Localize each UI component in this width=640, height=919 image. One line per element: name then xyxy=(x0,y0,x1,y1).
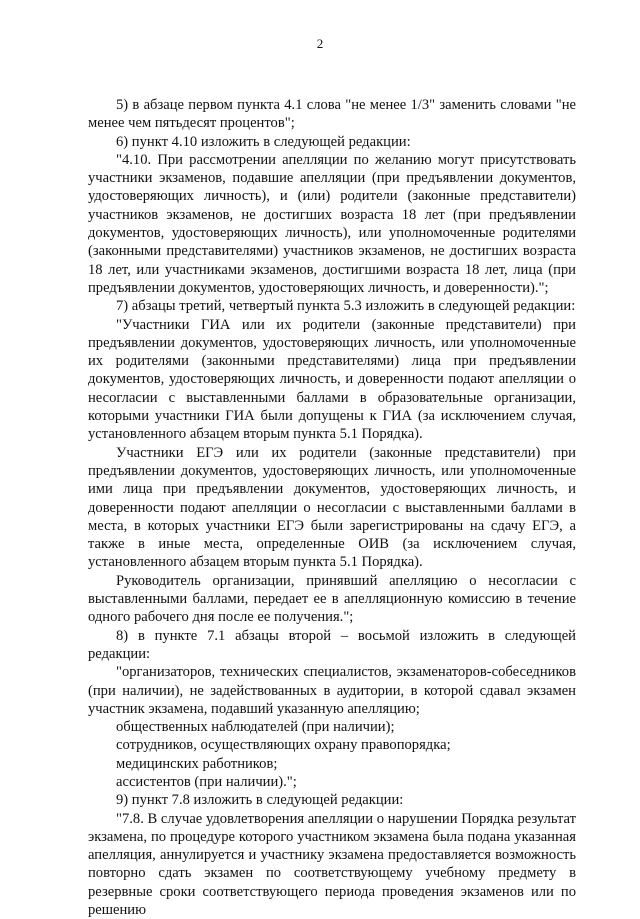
paragraph-item-9: 9) пункт 7.8 изложить в следующей редакции: xyxy=(116,792,404,809)
paragraph-observers: общественных наблюдателей (при наличии); xyxy=(116,719,395,736)
page-number: 2 xyxy=(316,36,324,51)
paragraph-assistants: ассистентов (при наличии)."; xyxy=(116,773,297,790)
paragraph-item-8: 8) в пункте 7.1 абзацы второй – восьмой изложить в следующей редакции: xyxy=(88,627,576,662)
document-body xyxy=(88,96,576,919)
paragraph-law-enforcement: сотрудников, осуществляющих охрану правопорядка; xyxy=(116,737,451,754)
paragraph-ege-appeal: Участники ЕГЭ или их родители (законные представители) при предъявлении документов, удостоверяющих личность, или уполномоченные ими лица при предъявлении документов, удостоверяющих личность, и доверенности подают апелляции о несогласии с выставленными баллами в места, в которых участники ЕГЭ были зарегистрированы на сдачу ЕГЭ, а также в иные места, определенные ОИВ (за исключением случая, установленного абзацем вторым пункта 5.1 Порядка). xyxy=(88,444,576,571)
paragraph-item-7: 7) абзацы третий, четвертый пункта 5.3 изложить в следующей редакции: xyxy=(116,298,576,315)
paragraph-7-8-text: "7.8. В случае удовлетворения апелляции о нарушении Порядка результат экзамена, по процедуре которого участником экзамена была подана указанная апелляция, аннулируется и участнику экзамена предоставляется возможность повторно сдать экзамен по соответствующему учебному предмету в резервные сроки соответствующего периода проведения экзаменов или по решению xyxy=(88,810,576,919)
paragraph-medical-staff: медицинских работников; xyxy=(116,755,278,772)
paragraph-gia-appeal: "Участники ГИА или их родители (законные представители) при предъявлении документов, удостоверяющих личность, или уполномоченные их родителями (законными представителями) лица при предъявлении документов, удостоверяющих личность, и доверенности подают апелляции о несогласии с выставленными баллами в образовательные организации, которыми участники ГИА были допущены к ГИА (за исключением случая, установленного абзацем вторым пункта 5.1 Порядка). xyxy=(88,316,576,443)
paragraph-organizers: "организаторов, технических специалистов, экзаменаторов-собеседников (при наличии), не задействованных в аудитории, в которой сдавал экзамен участник экзамена, подавший указанную апелляцию; xyxy=(88,664,576,717)
paragraph-item-6: 6) пункт 4.10 изложить в следующей редакции: xyxy=(116,133,411,150)
paragraph-4-10-text: "4.10. При рассмотрении апелляции по желанию могут присутствовать участники экзаменов, подавшие апелляции (при предъявлении документов, удостоверяющих личность), и (или) родители (законные представители) участников экзаменов, не достигших возраста 18 лет (при предъявлении документов, удостоверяющих личность), или уполномоченные родителями (законными представителями) участников экзаменов, не достигших возраста 18 лет, или участниками экзаменов, достигшими возраста 18 лет, лица (при предъявлении документов, удостоверяющих личность, и доверенности)."; xyxy=(88,151,576,296)
paragraph-item-5: 5) в абзаце первом пункта 4.1 слова "не менее 1/3" заменить словами "не менее чем пятьдесят процентов"; xyxy=(88,97,576,132)
paragraph-head-of-organization: Руководитель организации, принявший апелляцию о несогласии с выставленными баллами, передает ее в апелляционную комиссию в течение одного рабочего дня после ее получения."; xyxy=(88,572,576,626)
